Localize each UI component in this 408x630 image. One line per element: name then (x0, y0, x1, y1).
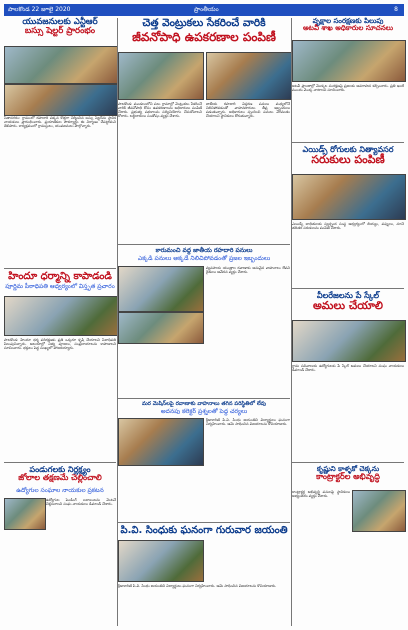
headline-line: పండుగలకు నిర్లక్ష్యం (29, 465, 91, 474)
headline-employees (4, 466, 116, 483)
headline-highway: కారుమంచి వద్ద జాతీయ రహదారి పనులు (155, 247, 253, 254)
headline-line: యువజనులకు ఎన్టీఆర్ (22, 17, 98, 27)
masthead-page-number: 8 (394, 6, 398, 13)
headline-line: వృక్షాల సంరక్షణకు పిలుపు (312, 17, 384, 25)
article-body: సీతానగరం: గ్రామంలో రహదారి పక్కన కొత్తగా నిర్మించిన బస్సు షెల్టర్‌ను స్థానిక నాయకులు ప్రారంభించారు. ప్రయాణికుల సౌకర్యార్థం ఈ నిర్మాణం చేపట్టామని తెలిపారు. కార్యక్రమంలో గ్రామస్తులు, యువజనులు పాల్గొన్నారు. (4, 116, 116, 129)
headline-trees (292, 18, 404, 33)
headline-aids (292, 146, 404, 166)
column-center (118, 18, 290, 626)
photo-aids-distribution (292, 174, 406, 220)
divider (4, 462, 116, 463)
subheadline: పూర్ణిమ పీఠాధిపతి ఆధ్వర్యంలో విస్తృత ప్రచారం (5, 283, 115, 290)
photo-distribution-1 (118, 52, 204, 100)
photo-event-group (4, 84, 118, 116)
divider (118, 398, 290, 399)
divider (292, 142, 404, 143)
photo-employees (292, 320, 406, 362)
headline-line: వీలరేజలను పే స్కేల్ (316, 291, 380, 300)
photo-highway (118, 266, 204, 312)
headline-pay-scale (292, 292, 404, 312)
headline-line: అటవీ శాఖ అధికారుల సూచనలు (302, 24, 394, 33)
subheadline: అదనపు కలెక్టర్ ప్రశ్నలతో పెద్ద చర్యలు (160, 408, 248, 415)
article-body: క్రీడాకారిణి పి.వి. సింధు జయంతిని విద్యార్థులు ఘనంగా నిర్వహించారు. ఆమె సాధించిన విజయాలను కొనియాడారు. (206, 418, 290, 427)
headline-line: చెత్త వెంట్రుకలు సేకరించే వారికి (142, 17, 266, 29)
column-left (4, 18, 116, 626)
headline-line: జోలాల తక్షణమే చెల్లించాలి (18, 473, 102, 483)
article-body: పాలకొండ: హిందూ ధర్మ పరిరక్షణకు ప్రతి ఒక్కరూ కృషి చేయాలని పీఠాధిపతి పిలుపునిచ్చారు. ఆలయాల్లో నిత్య పూజలు, సంప్రదాయాలను కాపాడాలని సూచించారు. భక్తులు పెద్ద సంఖ్యలో హాజరయ్యారు. (4, 338, 116, 351)
headline-pv-sindhu: పి.వి. సింధుకు ఘనంగా గురువార జయంతి (120, 525, 288, 536)
article-body: గ్రామ సచివాలయ ఉద్యోగులకు పే స్కేల్ అమలు చేయాలని సంఘ నాయకులు డిమాండ్ చేశారు. (292, 364, 404, 373)
photo-forest (292, 40, 406, 82)
photo-bus-shelter (4, 46, 118, 84)
article-body: వ్యవసాయ యంత్రాల రవాణాకు అనువైన వాహనాలు లేవని రైతులు ఆవేదన వ్యక్తం చేశారు. (206, 266, 290, 275)
photo-highway-2 (118, 312, 204, 344)
headline-line: జీవనోపాధి ఉపకరణాల పంపిణీ (132, 30, 276, 45)
photo-meeting (118, 418, 204, 466)
headline-line: ఎయిడ్స్ రోగులకు నిత్యావసర (302, 145, 394, 154)
headline-line: సరుకులు పంపిణీ (311, 153, 385, 167)
subheadline: ఉద్యోగుల సంఘాల నాయకుల ప్రకటన (16, 487, 104, 494)
article-body: జాతీయ రహదారి విస్తరణ పనులు మధ్యలోనే నిలిచిపోవడంతో వాహనదారులు తీవ్ర ఇబ్బందులు పడుతున్నారు. అధికారులు స్పందించి పనులు వేగవంతం చేయాలని స్థానికులు కోరుతున్నారు. (206, 102, 290, 119)
masthead-section: ప్రాంతీయం (194, 6, 219, 13)
column-right (292, 18, 404, 626)
article-body: అటవీ ప్రాంతాల్లో మొక్కల సంరక్షణపై ప్రజలకు అవగాహన కల్పించారు. ప్రతి ఇంటి ముందు మొక్క నాటాలని సూచించారు. (292, 84, 404, 93)
photo-distribution-2 (206, 52, 292, 100)
article-body: క్రీడాకారిణి పి.వి. సింధు జయంతిని విద్యార్థులు ఘనంగా నిర్వహించారు. ఆమె సాధించిన విజయాలను కొనియాడారు. (118, 584, 277, 588)
subheadline: ఎక్కడి పనులు అక్కడే నిలిచిపోవడంతో ప్రజల ఇబ్బందులు (137, 255, 271, 262)
divider (4, 268, 116, 269)
photo-religious-event (4, 296, 118, 336)
headline-line: కృష్ణుని కాళ్ళకో చెక్కను (316, 465, 380, 473)
headline-bus-shelter (4, 18, 116, 36)
headline-banner (118, 18, 290, 44)
article-body: పాలకొండ: మండలంలోని పలు గ్రామాల్లో వెంట్రుకలు సేకరించే వారికి జీవనోపాధి కోసం ఉపకరణాలను అధికారులు పంపిణీ చేశారు. ప్రభుత్వ పథకాలను సద్వినియోగం చేసుకోవాలని కోరారు. లబ్ధిదారులు సంతోషం వ్యక్తం చేశారు. (118, 102, 202, 119)
headline-line: బస్సు షెల్టర్ ప్రారంభం (24, 25, 96, 36)
article-body: కాంట్రాక్టర్ల అభివృద్ధి పనులపై స్థానికులు అభ్యంతరం వ్యక్తం చేశారు. (292, 490, 350, 499)
headline-machines: మర మెషిన్‌లపై రవాణాకు వాహనాలు తగిన పరిస్థితిలో లేవు (141, 401, 267, 407)
divider (292, 288, 404, 289)
masthead (4, 4, 404, 16)
photo-leader (4, 498, 46, 530)
headline-line: అమలు చేయాలి (313, 299, 383, 313)
article-body: ఉద్యోగుల పెండింగ్ బకాయిలను వెంటనే చెల్లించాలని సంఘ నాయకులు డిమాండ్ చేశారు. (46, 498, 116, 507)
divider (118, 244, 290, 245)
headline-contractors (292, 466, 404, 482)
headline-line: కాంట్రాక్టర్‌ల అభివృద్ధి (316, 472, 380, 482)
masthead-date: పాలకొండ 22 జూలై 2020 (8, 6, 71, 13)
photo-sindhu-event (118, 540, 204, 582)
photo-portrait (352, 490, 406, 532)
headline-hindu-dharma: హిందూ ధర్మాన్ని కాపాడండి (8, 271, 112, 282)
divider (118, 522, 290, 523)
article-body: ఎయిడ్స్ బాధితులకు స్వచ్ఛంద సంస్థ ఆధ్వర్యంలో బియ్యం, పప్పులు, నూనె తదితర సరుకులను పంపిణీ చేశారు. (292, 222, 404, 231)
divider (292, 462, 404, 463)
